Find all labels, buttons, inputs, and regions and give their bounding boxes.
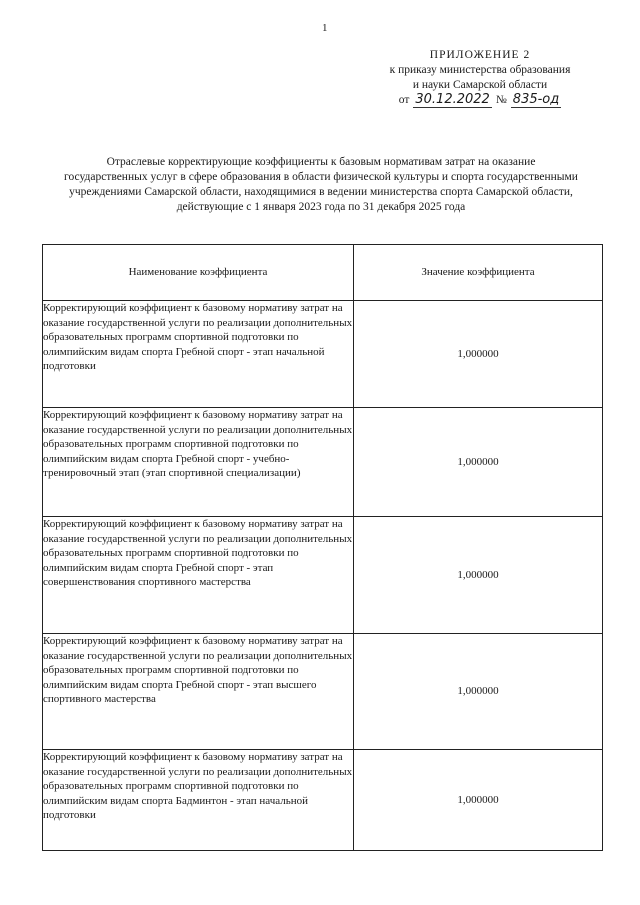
coefficient-value: 1,000000 <box>354 301 603 408</box>
page-number: 1 <box>322 22 328 34</box>
order-line <box>330 93 630 108</box>
coefficient-name: Корректирующий коэффициент к базовому нормативу затрат на оказание государственной услуги по реализации дополнительных образовательных программ спортивной подготовки по олимпийским видам спорта Гребной спорт - этап совершенствования спортивного мастерства <box>43 517 354 634</box>
heading-line: государственных услуг в сфере образования в области физической культуры и спорта государственными <box>64 171 578 183</box>
appendix-line-1: к приказу министерства образования <box>389 64 571 76</box>
coefficient-value: 1,000000 <box>354 408 603 517</box>
coefficient-value: 1,000000 <box>354 750 603 851</box>
coefficients-table <box>42 244 603 851</box>
table-row <box>43 517 603 634</box>
document-heading <box>38 155 604 215</box>
coefficient-name: Корректирующий коэффициент к базовому нормативу затрат на оказание государственной услуги по реализации дополнительных образовательных программ спортивной подготовки по олимпийским видам спорта Гребной спорт - этап высшего спортивного мастерства <box>43 634 354 750</box>
order-date: 30.12.2022 <box>415 92 490 107</box>
coefficient-name: Корректирующий коэффициент к базовому нормативу затрат на оказание государственной услуги по реализации дополнительных образовательных программ спортивной подготовки по олимпийским видам спорта Бадминтон - этап начальной подготовки <box>43 750 354 851</box>
appendix-line-2: и науки Самарской области <box>412 79 548 91</box>
header-name: Наименование коэффициента <box>43 245 354 301</box>
header-value: Значение коэффициента <box>354 245 603 301</box>
coefficient-value: 1,000000 <box>354 517 603 634</box>
table-row <box>43 301 603 408</box>
heading-line: Отраслевые корректирующие коэффициенты к базовым нормативам затрат на оказание <box>106 156 536 168</box>
number-label: № <box>495 94 507 106</box>
table-row <box>43 634 603 750</box>
appendix-title: ПРИЛОЖЕНИЕ 2 <box>429 49 531 61</box>
appendix-block <box>330 48 630 108</box>
heading-line: учреждениями Самарской области, находящимися в ведении министерства спорта Самарской области, <box>69 186 573 198</box>
table-row <box>43 750 603 851</box>
from-label: от <box>398 94 410 106</box>
table-header-row <box>43 245 603 301</box>
coefficient-name: Корректирующий коэффициент к базовому нормативу затрат на оказание государственной услуги по реализации дополнительных образовательных программ спортивной подготовки по олимпийским видам спорта Гребной спорт - этап начальной подготовки <box>43 301 354 408</box>
coefficient-value: 1,000000 <box>354 634 603 750</box>
order-number: 835-од <box>512 92 560 107</box>
heading-line: действующие с 1 января 2023 года по 31 декабря 2025 года <box>176 201 466 213</box>
coefficient-name: Корректирующий коэффициент к базовому нормативу затрат на оказание государственной услуги по реализации дополнительных образовательных программ спортивной подготовки по олимпийским видам спорта Гребной спорт - учебно-тренировочный этап (этап спортивной специализации) <box>43 408 354 517</box>
table-row <box>43 408 603 517</box>
